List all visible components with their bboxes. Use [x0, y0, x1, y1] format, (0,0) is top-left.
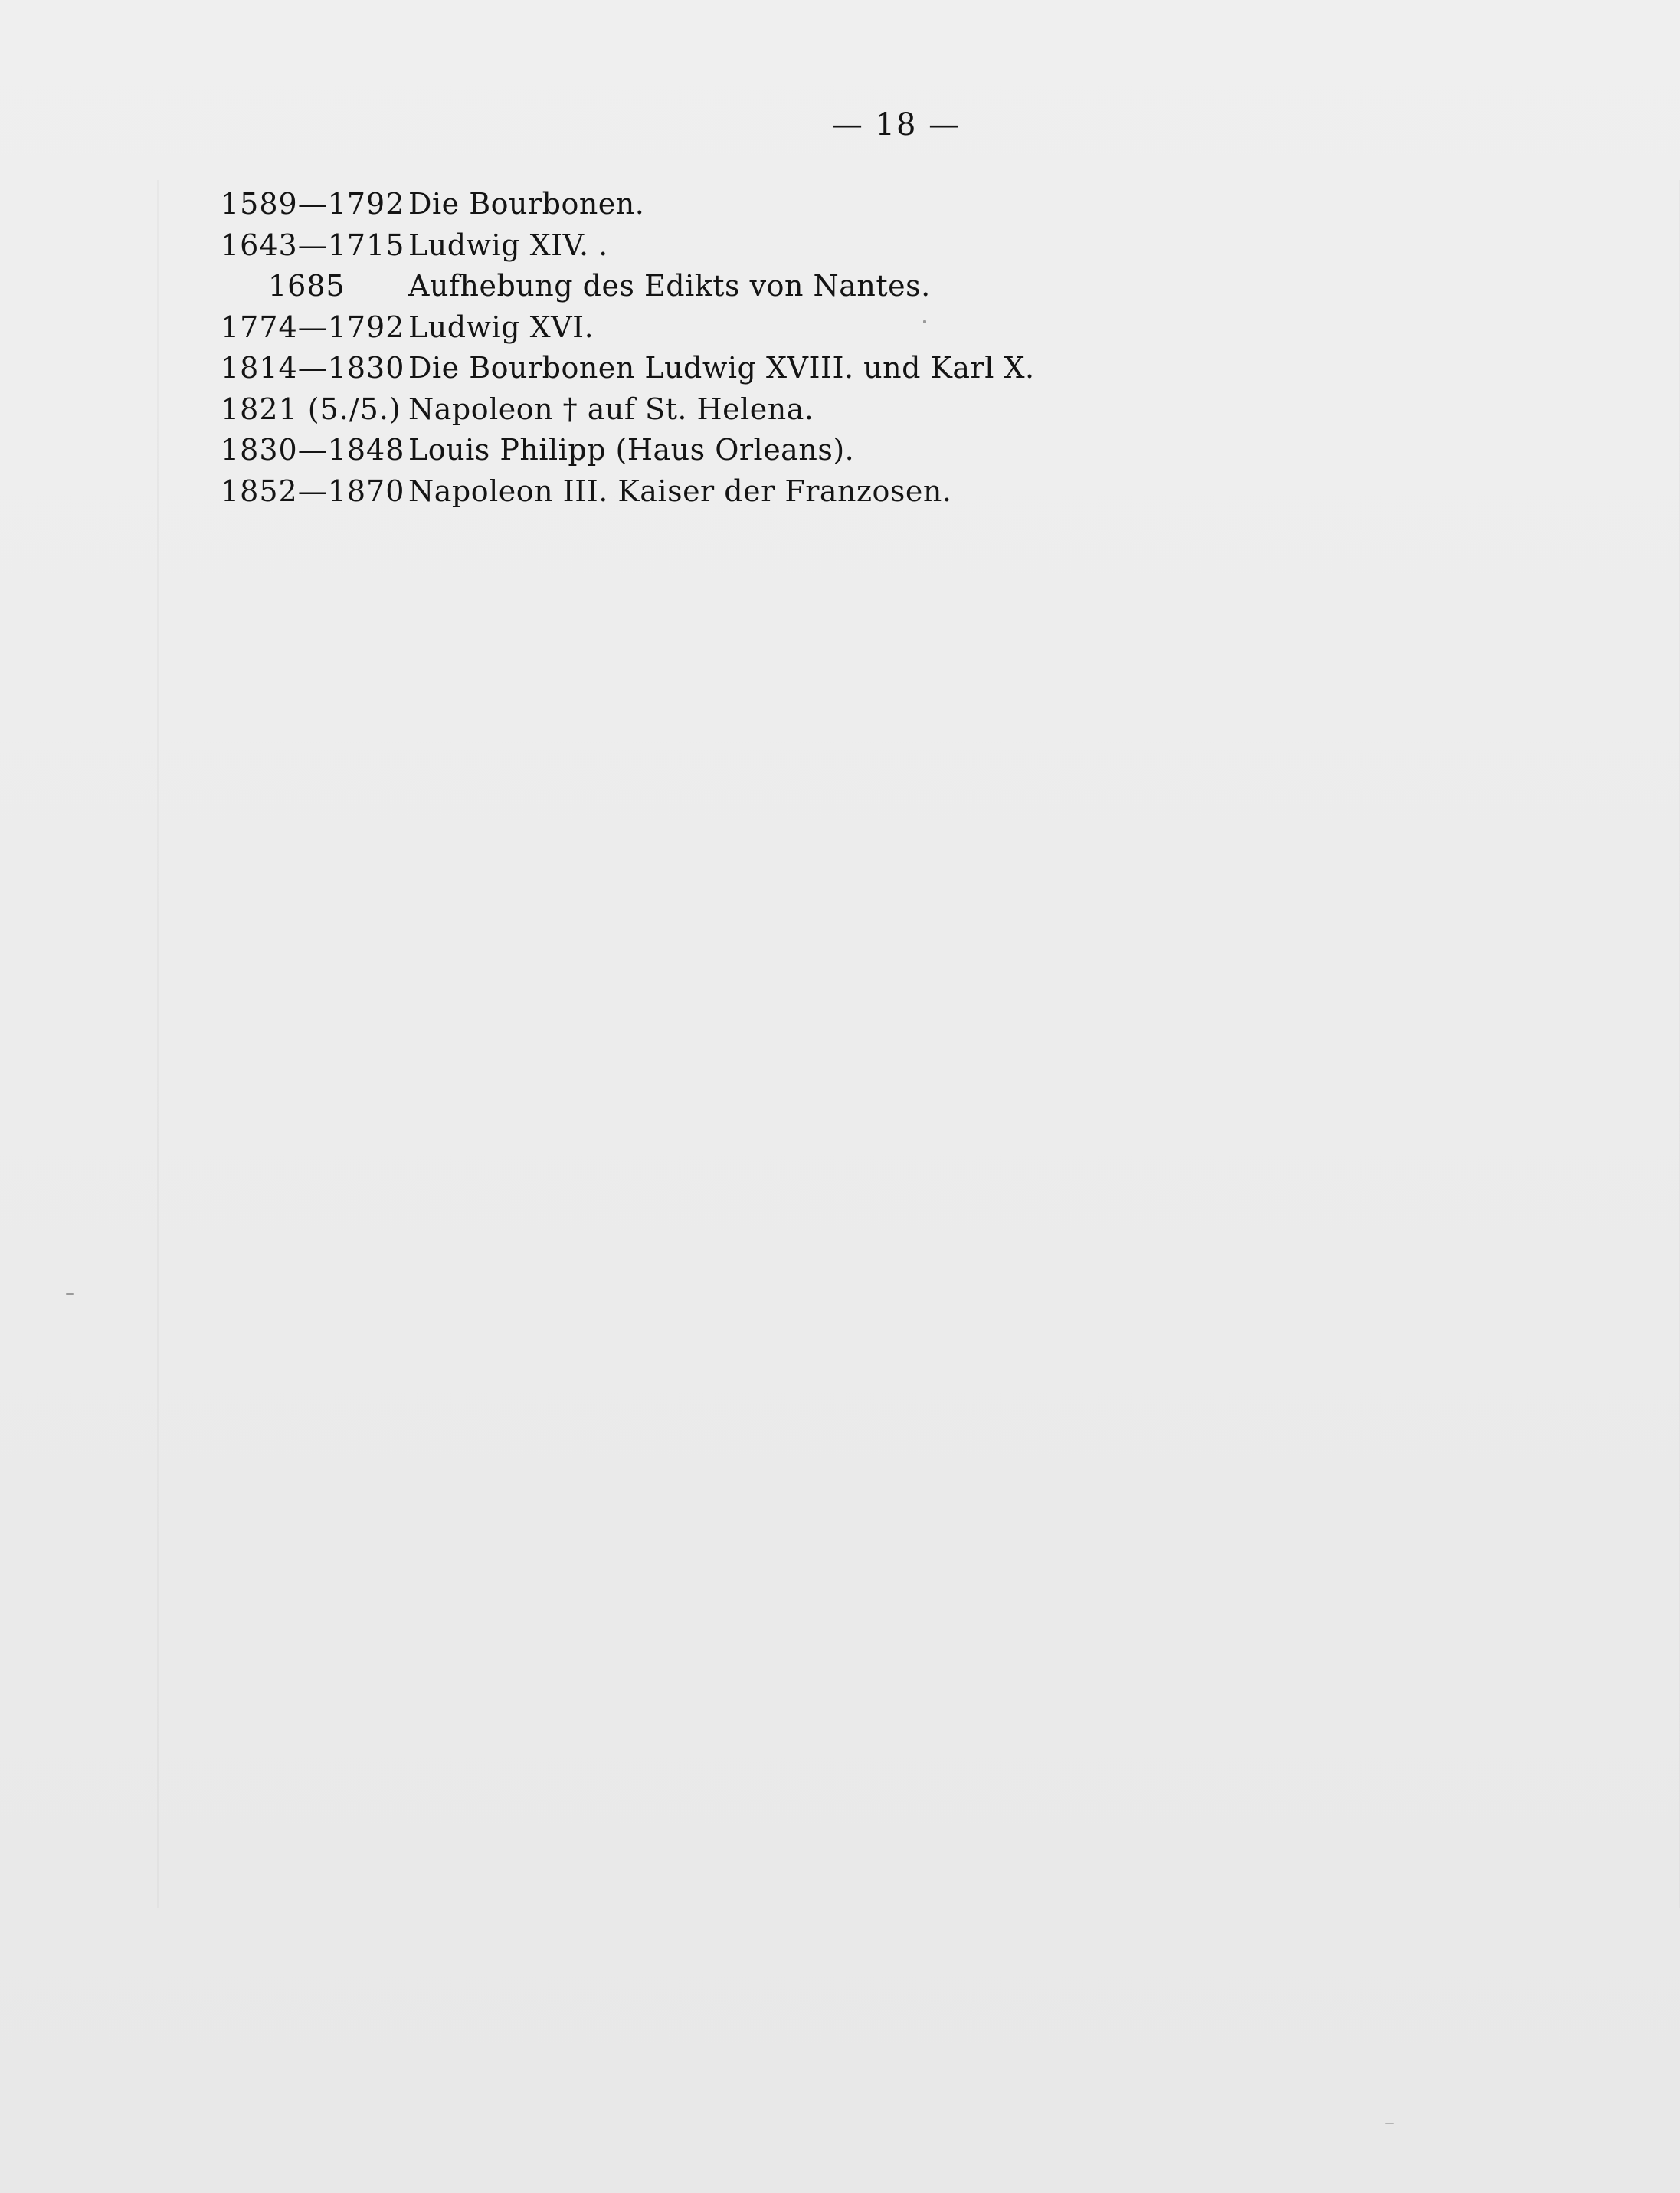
entry-text: Napoleon III. Kaiser der Franzosen.	[408, 474, 952, 508]
page-number: — 18 —	[831, 107, 961, 143]
entry-text: Die Bourbonen Ludwig XVIII. und Karl X.	[408, 351, 1035, 385]
scan-speck	[1385, 2123, 1394, 2124]
entry-date: 1814—1830	[221, 351, 405, 385]
entry-date: 1830—1848	[221, 433, 405, 467]
entry-date: 1643—1715	[221, 228, 405, 262]
chronology-entry	[221, 430, 1370, 471]
chronology-entry	[221, 348, 1370, 389]
chronology-entry	[221, 225, 1370, 267]
chronology-entry	[221, 184, 1370, 225]
entry-date: 1774—1792	[221, 310, 405, 344]
scan-speck	[923, 320, 926, 323]
entry-text: Napoleon † auf St. Helena.	[408, 392, 814, 426]
chronology-list	[221, 184, 1370, 512]
entry-date: 1821 (5./5.)	[221, 392, 401, 426]
entry-date: 1852—1870	[221, 474, 405, 508]
chronology-entry	[221, 266, 1370, 307]
entry-text: Louis Philipp (Haus Orleans).	[408, 433, 855, 467]
chronology-entry	[221, 389, 1370, 431]
entry-text: Ludwig XIV. .	[408, 228, 608, 262]
entry-date: 1589—1792	[221, 187, 405, 221]
entry-date: 1685	[268, 269, 345, 303]
chronology-entry	[221, 307, 1370, 349]
entry-text: Die Bourbonen.	[408, 187, 645, 221]
chronology-entry	[221, 471, 1370, 513]
scan-speck	[66, 1293, 74, 1295]
entry-text: Ludwig XVI.	[408, 310, 594, 344]
entry-text: Aufhebung des Edikts von Nantes.	[408, 269, 931, 303]
